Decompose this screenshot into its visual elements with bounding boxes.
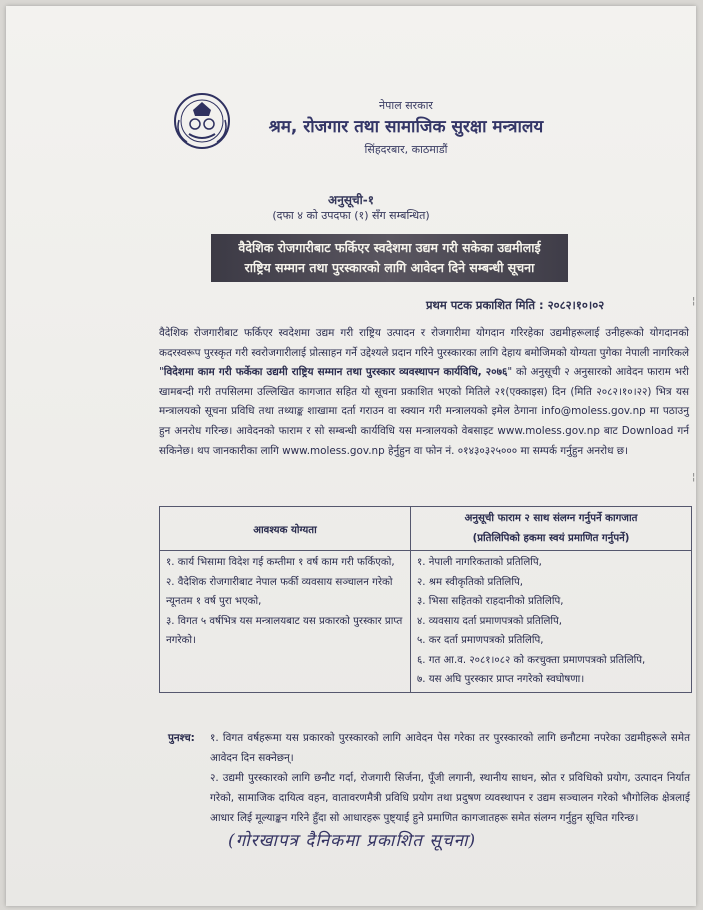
document-item: ३. भिसा सहितको राहदानीको प्रतिलिपि, <box>417 596 564 607</box>
document-item: १. नेपाली नागरिकताको प्रतिलिपि, <box>417 557 542 568</box>
nepal-government-emblem-icon <box>171 90 233 152</box>
qualification-item: २. वैदेशिक रोजगारीबाट नेपाल फर्की व्यवसाय सञ्चालन गरेको न्यूनतम १ वर्ष पुरा भएको, <box>166 576 393 607</box>
documents-column-header <box>411 507 692 551</box>
ministry-name: श्रम, रोजगार तथा सामाजिक सुरक्षा मन्त्रालय <box>268 117 544 137</box>
postscript-item: १. विगत वर्षहरूमा यस प्रकारको पुरस्कारको लागि आवेदन पेस गरेका तर पुरस्कारको लागि छनौटमा नपरेका उद्यमीहरूले समेत आवेदन दिन सक्नेछन्। <box>210 732 690 764</box>
banner-line-2: राष्ट्रिय सम्मान तथा पुरस्कारको लागि आवेदन दिने सम्बन्धी सूचना <box>244 260 535 275</box>
notice-body <box>159 324 689 461</box>
documents-header-line-1: अनुसूची फाराम २ साथ संलग्न गर्नुपर्ने कागजात <box>464 513 638 524</box>
body-text-1: वैदेशिक रोजगारीबाट फर्किएर स्वदेशमा उद्यम गरी राष्ट्रिय उत्पादन र रोजगारीमा योगदान गरिरहेका उद्यमीहरूलाई उनीहरूको योगदानको कदरस्वरूप पुरस्कृत गरी स्वरोजगारीलाई प्रोत्साहन गर्ने उद्देश्यले प्रदान गरिने पुरस्कारका लागि देहाय बमोजिमको योग्यता पुगेका नेपाली नागरिकले " <box>159 327 689 379</box>
requirements-table <box>159 506 692 693</box>
schedule-subtitle: (दफा ४ को उपदफा (१) सँग सम्बन्धित) <box>272 209 430 222</box>
publish-date: प्रथम पटक प्रकाशित मिति : २०८२।१०।०२ <box>426 298 605 312</box>
qualifications-cell <box>160 551 411 693</box>
documents-header-line-2: (प्रतिलिपिको हकमा स्वयं प्रमाणित गर्नुपर्ने) <box>472 532 630 544</box>
document-item: ७. यस अघि पुरस्कार प्राप्त नगरेको स्वघोषणा। <box>417 674 585 685</box>
postscript-label: पुनश्च: <box>168 732 195 744</box>
margin-mark: ¦ <box>692 472 696 483</box>
qualification-item: ३. विगत ५ वर्षभित्र यस मन्त्रालयबाट यस प्रकारको पुरस्कार प्राप्त नगरेको। <box>166 615 403 646</box>
handwritten-note: (गोरखापत्र दैनिकमा प्रकाशित सूचना) <box>228 831 477 851</box>
qualification-column-header: आवश्यक योग्यता <box>160 507 411 551</box>
government-label: नेपाल सरकार <box>379 99 433 112</box>
postscript-notes <box>168 728 690 828</box>
document-item: ४. व्यवसाय दर्ता प्रमाणपत्रको प्रतिलिपि, <box>417 615 563 627</box>
schedule-title: अनुसूची-१ <box>328 193 374 207</box>
document-item: ६. गत आ.व. २०८१।०८२ को करचुक्ता प्रमाणपत्रको प्रतिलिपि, <box>417 654 646 666</box>
body-text-2: " को अनुसूची २ अनुसारको आवेदन फाराम भरी खामबन्दी गरी तपसिलमा उल्लिखित कागजात सहित यो सूचना प्रकाशित भएको मितिले २१(एक्काइस) दिन (मिति २०८२।१०।२२) भित्र यस मन्त्रालयको सूचना प्रविधि तथा तथ्याङ्क शाखामा दर्ता गराउन वा स्क्यान गरी मन्त्रालयको इमेल ठेगाना info@moless.gov.np मा पठाउनु हुन अनरोध गरिन्छ। आवेदनको फाराम र सो सम्बन्धी कार्यविधि यस मन्त्रालयको वेबसाइट www.moless.gov.np बाट Download गर्न सकिनेछ। थप जानकारीका लागि www.moless.gov.np हेर्नुहुन वा फोन नं. ०१४३०३२५००० मा सम्पर्क गर्नुहुन अनरोध छ। <box>159 366 689 457</box>
table-row <box>160 551 692 693</box>
qualification-item: १. कार्य भिसामा विदेश गई कम्तीमा १ वर्ष काम गरी फर्किएको, <box>166 557 395 568</box>
documents-cell <box>411 551 692 693</box>
notice-title-banner <box>211 234 568 282</box>
document-item: २. श्रम स्वीकृतिको प्रतिलिपि, <box>417 576 524 588</box>
banner-line-1: वैदेशिक रोजगारीबाट फर्किएर स्वदेशमा उद्यम गरी सकेका उद्यमीलाई <box>238 240 541 255</box>
body-text-bold: विदेशमा काम गरी फर्केका उद्यमी राष्ट्रिय सम्मान तथा पुरस्कार व्यवस्थापन कार्यविधि, २०७६ <box>163 366 508 379</box>
document-page <box>6 6 696 906</box>
ministry-address: सिंहदरबार, काठमाडौं <box>364 143 448 156</box>
postscript-item: २. उद्यमी पुरस्कारको लागि छनौट गर्दा, रोजगारी सिर्जना, पूँजी लगानी, स्थानीय साधन, स्रोत र प्रविधिको प्रयोग, उत्पादन निर्यात गरेको, सामाजिक दायित्व वहन, वातावरणमैत्री प्रविधि प्रयोग तथा प्रदुषण व्यवस्थापन र उद्यम सञ्चालन गरेको भौगोलिक क्षेत्रलाई आधार लिई मूल्याङ्कन गरिने हुँदा सो आधारहरू पुष्ट्याई हुने प्रमाणित कागजातहरू समेत संलग्न गर्नुहुन सूचित गरिन्छ। <box>210 772 690 824</box>
document-item: ५. कर दर्ता प्रमाणपत्रको प्रतिलिपि, <box>417 635 544 646</box>
margin-mark: ¦ <box>692 296 696 307</box>
table-header-row <box>160 507 692 551</box>
